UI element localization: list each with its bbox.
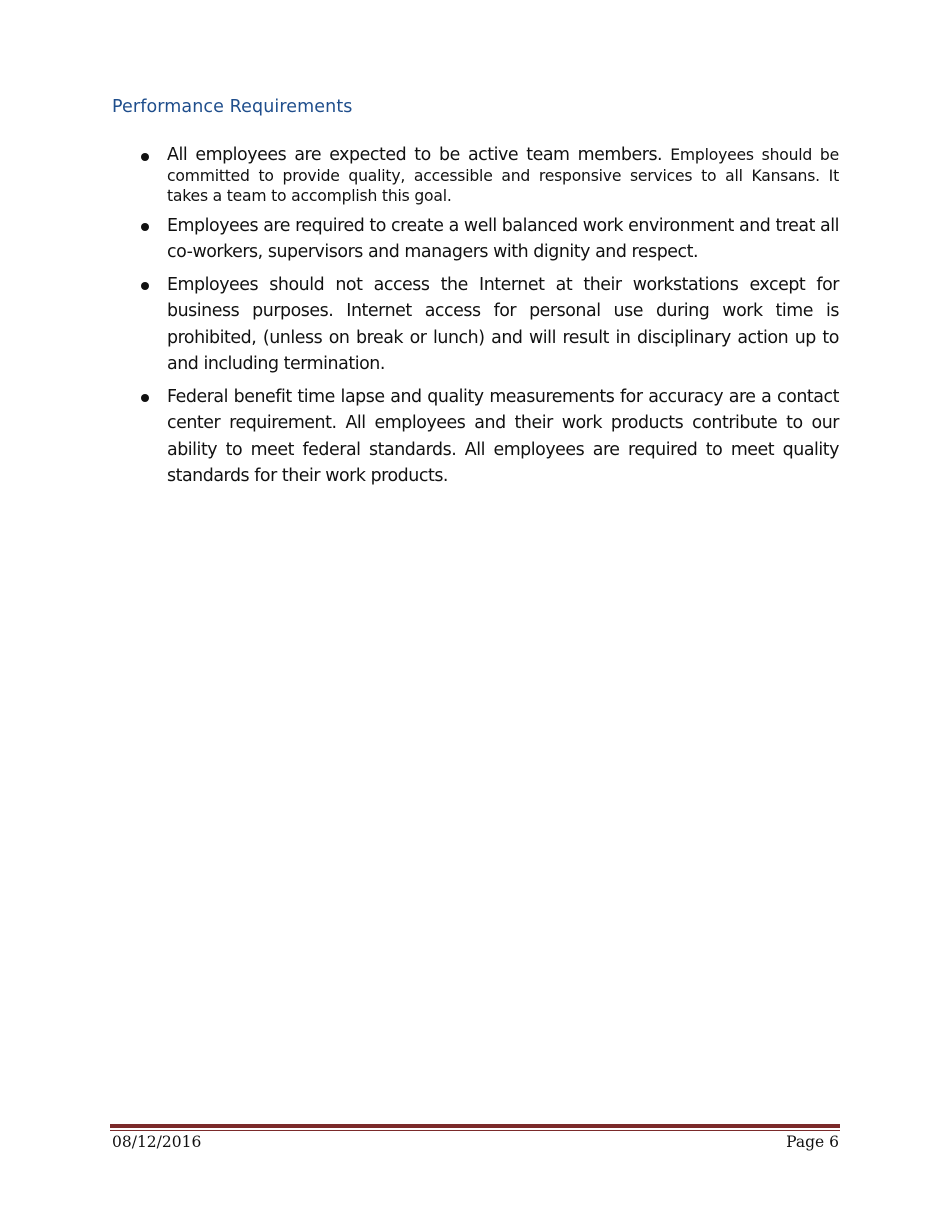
list-item-detail: Employees should be committed to provide quality, accessible and responsive services to all Kansans. It takes a team to accomplish this goal. [167,146,840,205]
bullet-icon [141,223,149,231]
footer-divider-thin [110,1130,840,1131]
list-item [0,272,950,378]
bullet-icon [141,394,149,402]
bullet-icon [141,282,149,290]
footer-page-number: Page 6 [786,1133,839,1151]
list-item-text [167,143,839,207]
footer-date: 08/12/2016 [112,1133,202,1151]
list-item [0,143,950,207]
list-item-text: Federal benefit time lapse and quality measurements for accuracy are a contact center requirement. All employees and their work products contribute to our ability to meet federal standards. All employees are required to meet quality standards for their work products. [167,386,839,486]
list-item-text: Employees are required to create a well balanced work environment and treat all co-workers, supervisors and managers with dignity and respect. [167,215,840,262]
list-item [0,213,950,266]
list-item-lead: All employees are expected to be active team members. [167,145,663,165]
list-item [0,384,950,490]
footer-divider-thick [110,1124,840,1128]
requirements-list [0,143,950,496]
section-heading: Performance Requirements [112,97,353,117]
list-item-text: Employees should not access the Internet at their workstations except for business purposes. Internet access for personal use during work time is prohibited, (unless on break or lunch) and will result in disciplinary action up to and including termination. [167,274,839,374]
bullet-icon [141,153,149,161]
